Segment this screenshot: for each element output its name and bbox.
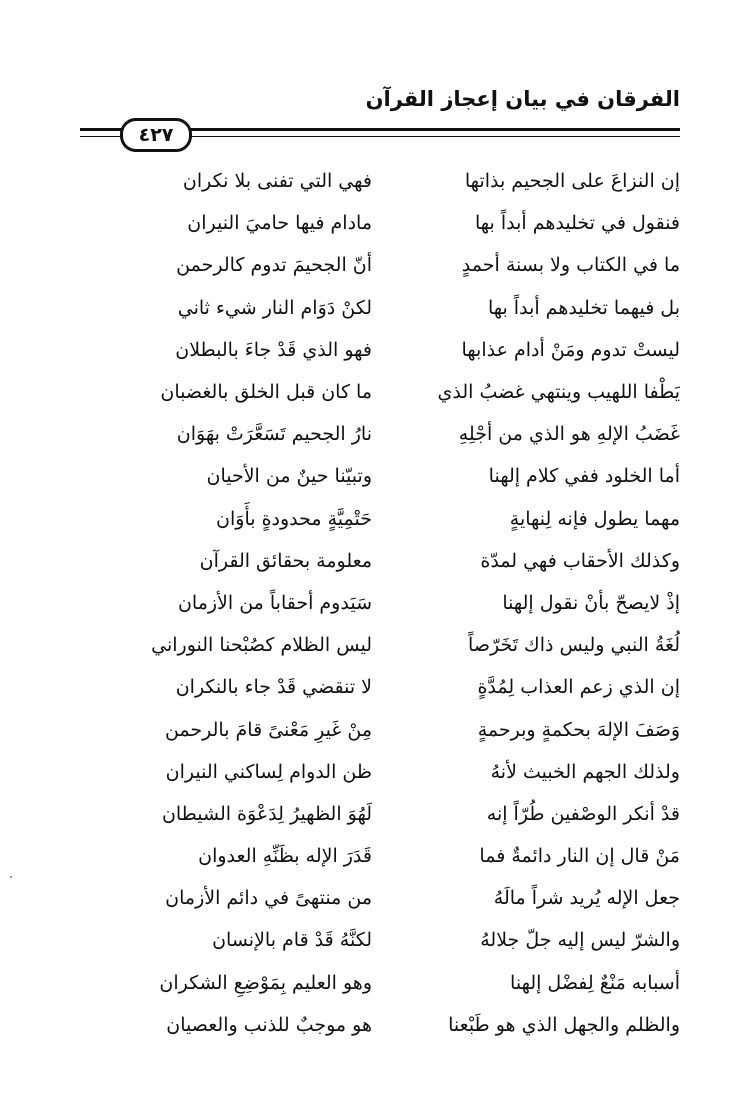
verse-second-hemistich: نارُ الجحيم تَسَعَّرَتْ بهَوَان (176, 423, 372, 446)
verse-first-hemistich: أما الخلود ففي كلام إلهنا (488, 465, 680, 488)
verse-first-hemistich: والشرّ ليس إليه جلّ جلالهُ (480, 929, 680, 952)
verse-first-hemistich: ليستْ تدوم ومَنْ أدام عذابها (461, 338, 680, 361)
verse-second-hemistich: ما كان قبل الخلق بالغضبان (160, 381, 372, 404)
verse-first-hemistich: ما في الكتاب ولا بسنة أحمدٍ (461, 254, 680, 277)
verse-first-hemistich: إن الذي زعم العذاب لِمُدَّةٍ (477, 676, 680, 699)
running-header (80, 82, 680, 116)
verse-first-hemistich: وكذلك الأحقاب فهي لمدّة (480, 549, 680, 572)
verse-first-hemistich: يَطْفا اللهيب وينتهي غضبُ الذي (437, 381, 680, 404)
verse-second-hemistich: ليس الظلام كصُبْحنا النوراني (151, 634, 372, 657)
verse-line (90, 666, 680, 708)
header-rule (80, 118, 680, 150)
verse-line (90, 371, 680, 413)
verse-first-hemistich: إن النزاعَ على الجحيم بذاتها (464, 170, 680, 193)
verse-second-hemistich: من منتهىً في دائم الأزمان (165, 887, 372, 910)
verse-second-hemistich: لا تنقضي قَدْ جاء بالنكران (175, 676, 372, 699)
verse-first-hemistich: وَصَفَ الإلهَ بحكمةٍ وبرحمةٍ (477, 718, 680, 741)
verse-second-hemistich: حَتْمِيَّةٍ محدودةٍ بأَوَان (216, 507, 372, 530)
verse-first-hemistich: قدْ أنكر الوصْفين طُرّاً إنه (486, 802, 680, 825)
verse-line (90, 793, 680, 835)
poem-body (90, 160, 680, 1046)
verse-second-hemistich: فهو الذي قَدْ جاءَ بالبطلان (175, 338, 372, 361)
verse-line (90, 835, 680, 877)
verse-second-hemistich: مِنْ غَيرِ مَعْنىً قامَ بالرحمن (164, 718, 372, 741)
verse-second-hemistich: لكنَّهُ قَدْ قام بالإنسان (212, 929, 372, 952)
verse-second-hemistich: هو موجبٌ للذنب والعصيان (166, 1013, 372, 1036)
verse-line (90, 877, 680, 919)
verse-first-hemistich: غَضَبُ الإلهِ هو الذي من أجْلِهِ (458, 423, 680, 446)
verse-second-hemistich: قَدَرَ الإله بظَنِّهِ العدوان (198, 845, 372, 868)
verse-line (90, 962, 680, 1004)
verse-line (90, 498, 680, 540)
verse-line (90, 202, 680, 244)
book-title: الفرقان في بيان إعجاز القرآن (365, 87, 680, 111)
verse-second-hemistich: لكنْ دَوَام النار شيء ثاني (177, 296, 372, 319)
verse-second-hemistich: ظن الدوام لِساكني النيران (165, 760, 372, 783)
verse-line (90, 329, 680, 371)
verse-first-hemistich: بل فيهما تخليدهم أبداً بها (487, 296, 680, 319)
verse-line (90, 1004, 680, 1046)
verse-second-hemistich: سَيَدوم أحقاباً من الأزمان (177, 591, 372, 614)
verse-first-hemistich: ولذلك الجهم الخبيث لأنهُ (490, 760, 680, 783)
verse-line (90, 624, 680, 666)
verse-line (90, 287, 680, 329)
verse-first-hemistich: مهما يطول فإنه لِنهايةٍ (509, 507, 680, 530)
verse-second-hemistich: مادام فيها حاميَ النيران (187, 212, 372, 235)
verse-line (90, 582, 680, 624)
verse-second-hemistich: لَهُوَ الظهيرُ لِدَعْوَة الشيطان (161, 802, 372, 825)
page-number: ٤٢٧ (120, 118, 192, 152)
verse-line (90, 455, 680, 497)
verse-first-hemistich: إذْ لايصحّ بأنْ نقول إلهنا (502, 591, 680, 614)
verse-line (90, 919, 680, 961)
margin-mark (10, 876, 12, 878)
verse-line (90, 751, 680, 793)
verse-line (90, 540, 680, 582)
verse-first-hemistich: مَنْ قال إن النار دائمةٌ فما (479, 845, 680, 868)
verse-second-hemistich: فهي التي تفنى بلا نكران (182, 170, 372, 193)
verse-first-hemistich: لُغَةُ النبي وليس ذاك تَخَرّصاً (468, 634, 680, 657)
verse-first-hemistich: والظلم والجهل الذي هو طَبْعنا (448, 1013, 680, 1036)
verse-first-hemistich: فنقول في تخليدهم أبداً بها (475, 212, 680, 235)
verse-second-hemistich: أنّ الجحيمَ تدوم كالرحمن (176, 254, 372, 277)
verse-second-hemistich: وتبيّنا حينٌ من الأحيان (206, 465, 372, 488)
verse-line (90, 244, 680, 286)
verse-first-hemistich: أسبابه مَنْعٌ لِفضْل إلهنا (510, 971, 680, 994)
verse-second-hemistich: وهو العليم بِمَوْضِعِ الشكران (159, 971, 372, 994)
verse-second-hemistich: معلومة بحقائق القرآن (199, 549, 372, 572)
verse-line (90, 413, 680, 455)
verse-first-hemistich: جعل الإله يُريد شراً مالَهُ (493, 887, 680, 910)
verse-line (90, 160, 680, 202)
verse-line (90, 708, 680, 750)
